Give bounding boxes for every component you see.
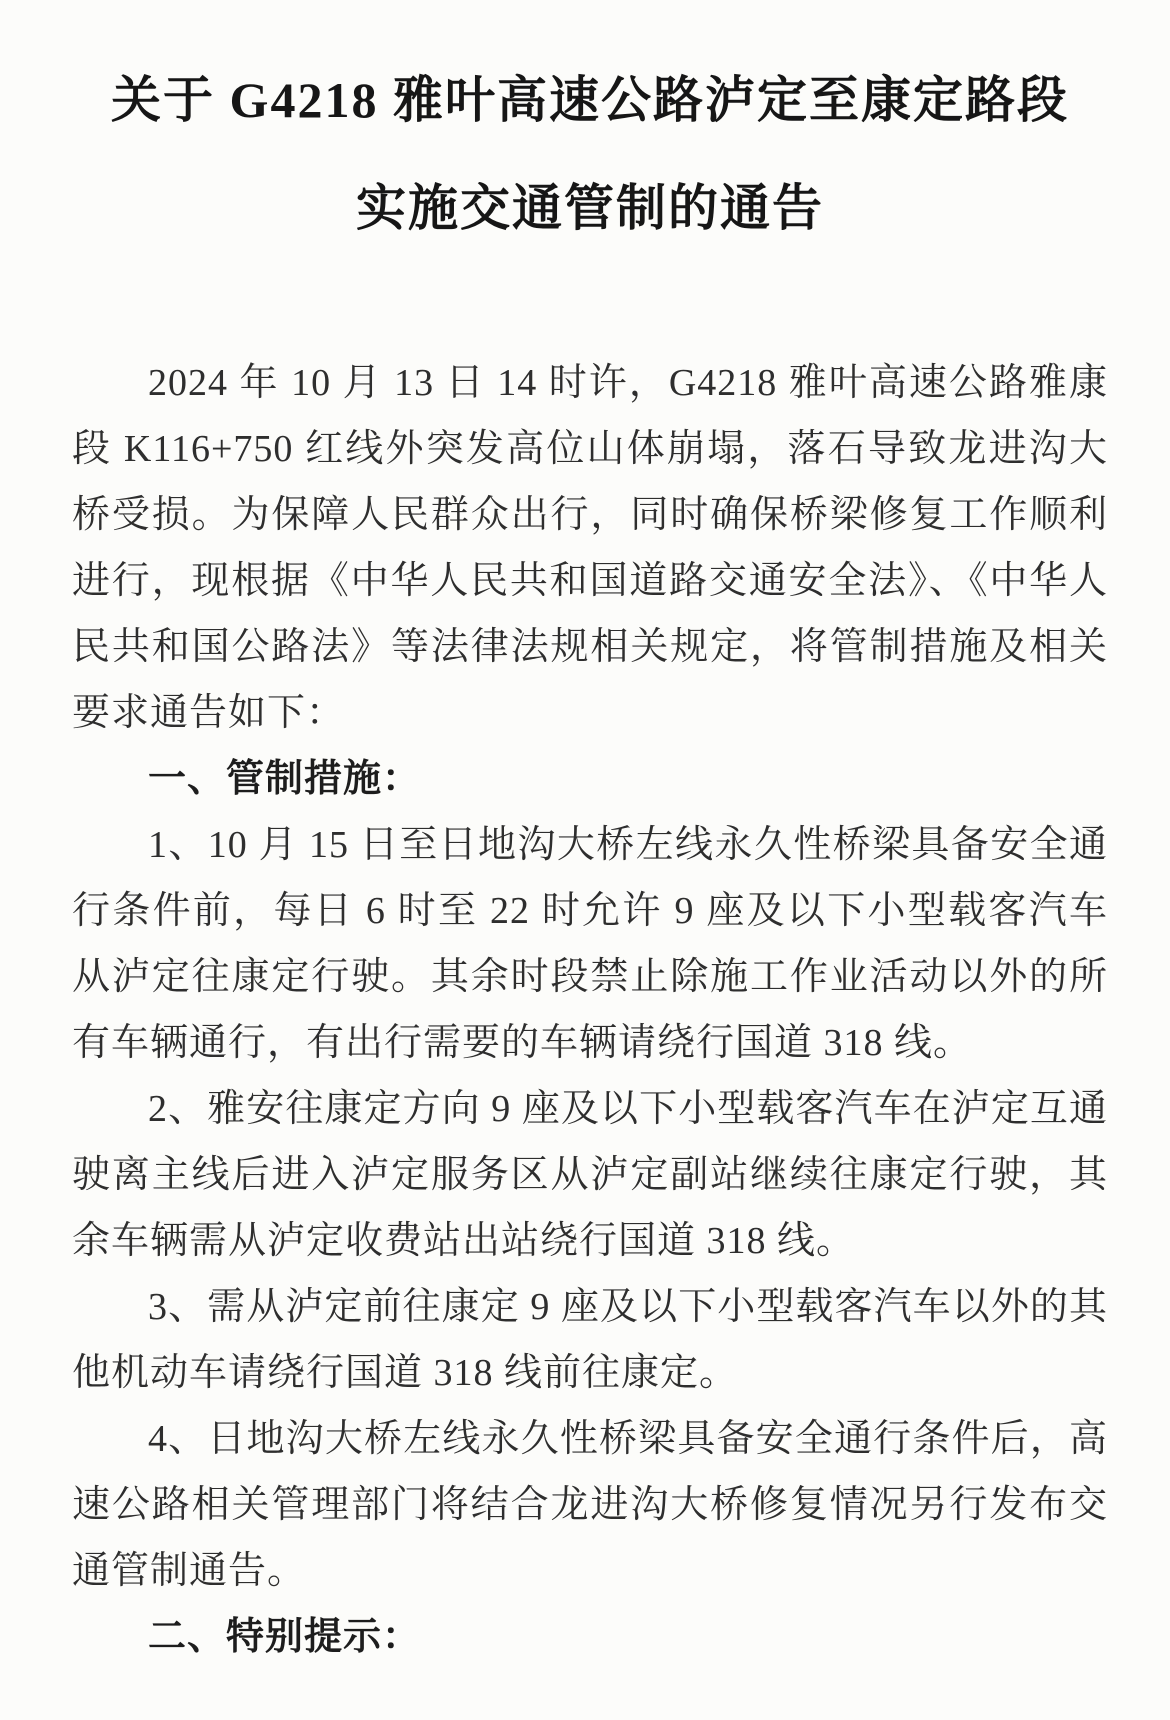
document-body	[72, 350, 1108, 1670]
body-paragraph: 3、需从泸定前往康定 9 座及以下小型载客汽车以外的其他机动车请绕行国道 318 线前往康定。	[72, 1286, 1108, 1394]
section-heading: 二、特别提示：	[148, 1616, 422, 1658]
body-paragraph: 2024 年 10 月 13 日 14 时许，G4218 雅叶高速公路雅康段 K116+750 红线外突发高位山体崩塌，落石导致龙进沟大桥受损。为保障人民群众出行，同时确保桥梁修复工作顺利进行，现根据《中华人民共和国道路交通安全法》、《中华人民共和国公路法》等法律法规相关规定，将管制措施及相关要求通告如下：	[72, 362, 1108, 734]
body-paragraph: 2、雅安往康定方向 9 座及以下小型载客汽车在泸定互通驶离主线后进入泸定服务区从泸定副站继续往康定行驶，其余车辆需从泸定收费站出站绕行国道 318 线。	[72, 1088, 1108, 1262]
document-title	[72, 58, 1108, 240]
body-paragraph: 1、10 月 15 日至日地沟大桥左线永久性桥梁具备安全通行条件前，每日 6 时至 22 时允许 9 座及以下小型载客汽车从泸定往康定行驶。其余时段禁止除施工作业活动以外的所有车辆通行，有出行需要的车辆请绕行国道 318 线。	[72, 824, 1108, 1064]
body-paragraph: 4、日地沟大桥左线永久性桥梁具备安全通行条件后，高速公路相关管理部门将结合龙进沟大桥修复情况另行发布交通管制通告。	[72, 1418, 1108, 1592]
section-heading: 一、管制措施：	[148, 758, 422, 800]
title-line-1: 关于 G4218 雅叶高速公路泸定至康定路段	[111, 72, 1069, 128]
title-line-2: 实施交通管制的通告	[356, 180, 824, 236]
